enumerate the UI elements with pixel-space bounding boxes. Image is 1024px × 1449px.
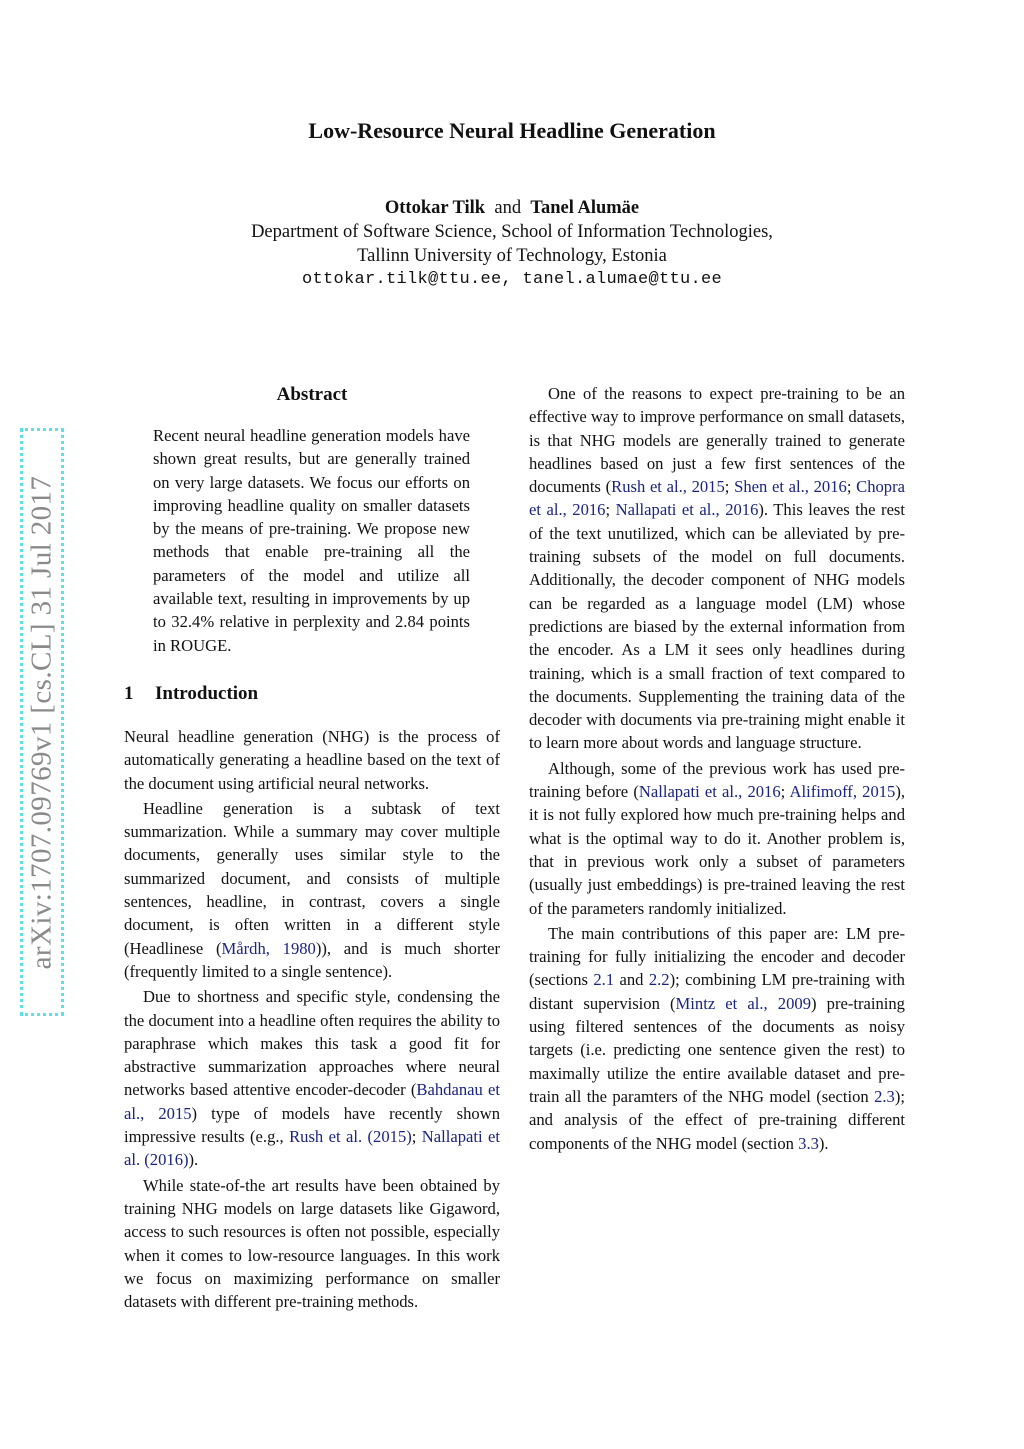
intro-paragraph-6: Although, some of the previous work has used pre-training before (Nallapati et al., 2016; Alifimoff, 2015), it is not fully explored how much pre-training helps and what is the optimal way to do it. Another problem is, that in previous work only a subset of parameters (usually just embeddings) is pre-trained leaving the rest of the parameters randomly initialized. (529, 758, 906, 918)
citation-link[interactable]: Nallapati et al. (2016) (124, 1127, 500, 1170)
intro-paragraph-3: Due to shortness and specific style, condensing the the document into a headline often requires the ability to paraphrase which makes this task a good fit for abstractive summarization approaches where neural networks based attentive encoder-decoder (Bahdanau et al., 2015) type of models have recently shown impressive results (e.g., Rush et al. (2015); Nallapati et al. (2016)). (124, 987, 500, 1170)
arxiv-stamp-text: arXiv:1707.09769v1 [cs.CL] 31 Jul 2017 (25, 475, 58, 969)
section-title: Introduction (155, 682, 259, 704)
citation-link[interactable]: Rush et al. (2015) (289, 1127, 412, 1147)
citation-link[interactable]: Mintz et al., 2009 (675, 993, 811, 1013)
intro-paragraph-1: Neural headline generation (NHG) is the process of automatically generating a headline based on the text of the document using artificial neural networks. (124, 726, 500, 793)
author-line (0, 196, 1024, 220)
citation-link[interactable]: Alifimoff, 2015 (789, 782, 896, 802)
citation-link[interactable]: Rush et al., 2015 (611, 477, 725, 497)
affiliation-line: Tallinn University of Technology, Estonia (357, 246, 667, 266)
citation-link[interactable]: Shen et al., 2016 (734, 477, 847, 497)
section-ref-link[interactable]: 2.3 (874, 1086, 895, 1106)
section-ref-link[interactable]: 2.2 (648, 970, 670, 990)
right-column (529, 382, 905, 1157)
intro-paragraph-7: The main contributions of this paper are: LM pre-training for fully initializing the encoder and decoder (sections 2.1 and 2.2); combining LM pre-training with distant supervision (Mintz et al., 2009) pre-training using filtered sentences of the documents as noisy targets (i.e. predicting one sentence given the rest) to maximally utilize the entire available dataset and pre-train all the paramters of the NHG model (section 2.3); and analysis of the effect of pre-training different components of the NHG model (section 3.3). (529, 923, 905, 1153)
author-name: Tanel Alumäe (530, 198, 640, 218)
citation-link[interactable]: Bahdanau et al., 2015 (124, 1080, 500, 1123)
affiliation-line: Department of Software Science, School of Information Technologies, (251, 222, 773, 242)
author-block (0, 196, 1024, 292)
author-name: Ottokar Tilk (384, 198, 486, 218)
intro-paragraph-4: While state-of-the art results have been obtained by training NHG models on large datasets like Gigaword, access to such resources is often not possible, especially when it comes to low-resource languages. In this work we focus on maximizing performance on smaller datasets with different pre-training methods. (124, 1175, 500, 1312)
citation-link[interactable]: Mårdh, 1980 (221, 938, 316, 958)
section-number: 1 (124, 682, 134, 704)
author-conjunction: and (494, 198, 522, 218)
left-column (124, 382, 500, 1315)
section-ref-link[interactable]: 3.3 (798, 1133, 819, 1153)
citation-link[interactable]: Nallapati et al., 2016 (638, 782, 781, 802)
abstract-body: Recent neural headline generation models have shown great results, but are generally trained on very large datasets. We focus our efforts on improving headline quality on smaller datasets by the means of pre-training. We propose new methods that enable pre-training all the parameters of the model and utilize all available text, resulting in improvements by up to 32.4% relative in perplexity and 2.84 points in ROUGE. (153, 426, 470, 655)
intro-paragraph-5: One of the reasons to expect pre-training to be an effective way to improve performance on small datasets, is that NHG models are generally trained to generate headlines based on just a few first sentences of the documents (Rush et al., 2015; Shen et al., 2016; Chopra et al., 2016; Nallapati et al., 2016). This leaves the rest of the text unutilized, which can be alleviated by pre-training subsets of the model on full documents. Additionally, the decoder component of NHG models can be regarded as a language model (LM) whose predictions are biased by the external information from the encoder. As a LM it sees only headlines during training, which is a small fraction of text compared to the documents. Supplementing the training data of the decoder with documents via pre-training might enable it to learn more about words and language structure. (529, 384, 906, 753)
citation-link[interactable]: Nallapati et al., 2016 (615, 500, 759, 520)
intro-paragraph-2: Headline generation is a subtask of text summarization. While a summary may cover multiple documents, generally uses similar style to the summarized document, and consists of multiple sentences, headline, in contrast, covers a single document, is often written in a different style (Headlinese (Mårdh, 1980)), and is much shorter (frequently limited to a single sentence). (124, 798, 500, 981)
author-emails: ottokar.tilk@ttu.ee, tanel.alumae@ttu.ee (301, 270, 723, 289)
citation-link[interactable]: Chopra et al., 2016 (529, 477, 905, 520)
section-heading-introduction (124, 682, 500, 706)
arxiv-stamp[interactable] (20, 428, 64, 1016)
section-ref-link[interactable]: 2.1 (593, 970, 615, 990)
abstract-heading: Abstract (276, 384, 348, 405)
paper-title: Low-Resource Neural Headline Generation (308, 118, 716, 143)
